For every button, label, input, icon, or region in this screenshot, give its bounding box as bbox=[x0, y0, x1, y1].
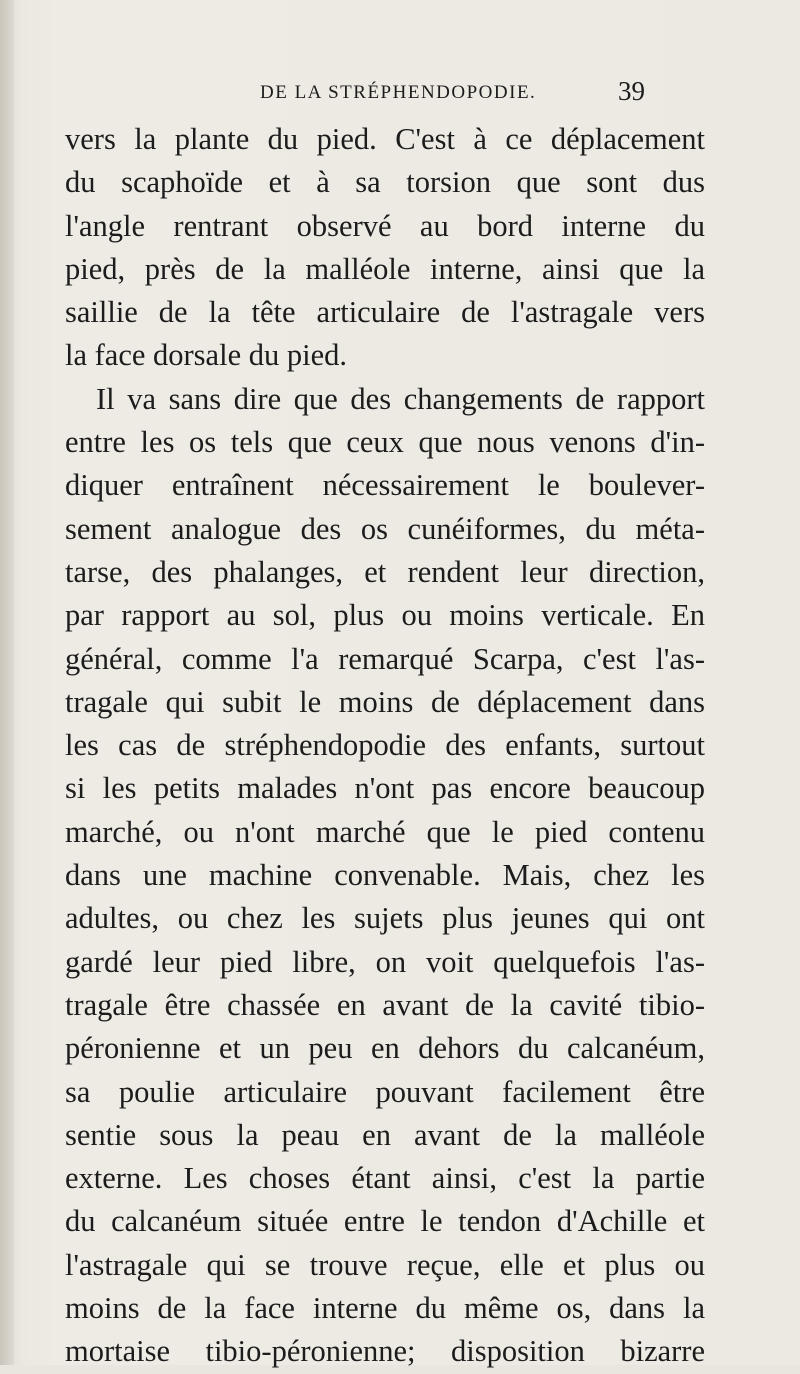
text-line: du scaphoïde et à sa torsion que sont dus bbox=[65, 165, 705, 200]
text-line: péronienne et un peu en dehors du calcanéum, bbox=[65, 1031, 705, 1066]
page-gutter-shadow bbox=[0, 0, 14, 1365]
text-line: sement analogue des os cunéiformes, du méta- bbox=[65, 511, 705, 546]
text-line: tragale être chassée en avant de la cavité tibio- bbox=[65, 987, 705, 1022]
text-line: par rapport au sol, plus ou moins verticale. En bbox=[65, 598, 705, 633]
text-line: du calcanéum située entre le tendon d'Achille et bbox=[65, 1204, 705, 1239]
text-line: tragale qui subit le moins de déplacement dans bbox=[65, 684, 705, 719]
text-line: diquer entraînent nécessairement le boulever- bbox=[65, 468, 705, 503]
text-line: pied, près de la malléole interne, ainsi que la bbox=[65, 251, 705, 286]
page-number: 39 bbox=[618, 76, 645, 106]
text-line: vers la plante du pied. C'est à ce déplacement bbox=[65, 122, 705, 156]
text-line: adultes, ou chez les sujets plus jeunes qui ont bbox=[65, 901, 705, 936]
text-line: tarse, des phalanges, et rendent leur direction, bbox=[65, 554, 705, 589]
body-text bbox=[65, 118, 705, 1374]
text-line: entre les os tels que ceux que nous venons d'in- bbox=[65, 425, 705, 460]
text-line: si les petits malades n'ont pas encore beaucoup bbox=[65, 771, 705, 806]
text-line: marché, ou n'ont marché que le pied contenu bbox=[65, 814, 705, 849]
text-line: général, comme l'a remarqué Scarpa, c'est l'as- bbox=[65, 641, 705, 676]
text-line: mortaise tibio-péronienne; disposition bizarre bbox=[65, 1334, 705, 1369]
text-line: dans une machine convenable. Mais, chez les bbox=[65, 858, 705, 893]
text-line: gardé leur pied libre, on voit quelquefois l'as- bbox=[65, 944, 705, 979]
page-header bbox=[0, 78, 800, 118]
text-line: la face dorsale du pied. bbox=[65, 338, 347, 373]
text-line: l'astragale qui se trouve reçue, elle et plus ou bbox=[65, 1247, 705, 1282]
text-line: les cas de stréphendopodie des enfants, surtout bbox=[65, 728, 705, 763]
text-line: saillie de la tête articulaire de l'astragale vers bbox=[65, 295, 705, 330]
text-line: l'angle rentrant observé au bord interne du bbox=[65, 208, 705, 243]
text-line: sentie sous la peau en avant de la malléole bbox=[65, 1117, 705, 1152]
text-line: moins de la face interne du même os, dans la bbox=[65, 1291, 705, 1326]
text-line: Il va sans dire que des changements de rapport bbox=[96, 381, 705, 416]
text-line: sa poulie articulaire pouvant facilement être bbox=[65, 1074, 705, 1109]
running-title: DE LA STRÉPHENDOPODIE. bbox=[260, 82, 537, 103]
text-line: externe. Les choses étant ainsi, c'est la partie bbox=[65, 1161, 705, 1196]
